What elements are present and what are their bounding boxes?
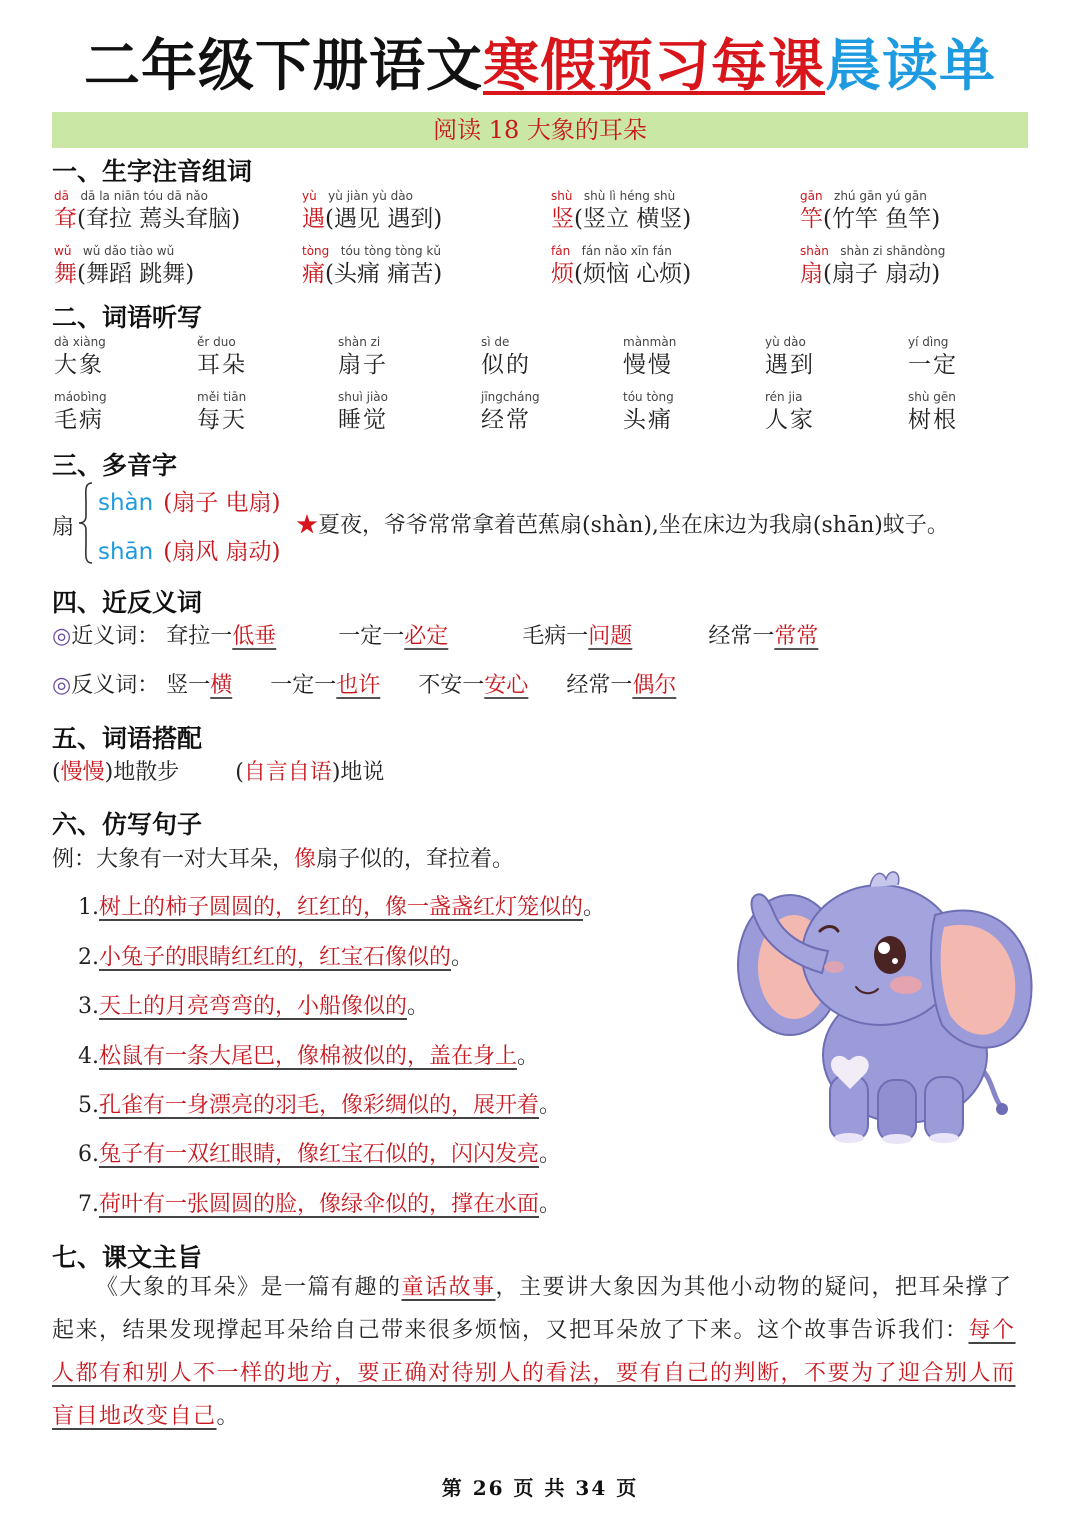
vocab-word: 每天: [197, 407, 247, 433]
title-part-1: 二年级下册语文: [84, 34, 483, 99]
pair-left: 经常一: [708, 624, 775, 649]
char-words: (竖立 横竖): [574, 206, 692, 232]
char: 竿: [800, 206, 823, 232]
char: 遇: [302, 206, 325, 232]
reading-1-pinyin: shàn: [98, 490, 154, 516]
vocab-item: [338, 334, 388, 380]
example-pre: 例：大象有一对大耳朵，: [52, 847, 295, 872]
sentence-end: 。: [517, 1044, 540, 1069]
char-entry: [551, 188, 691, 234]
vocab-pinyin: dà xiàng: [54, 335, 106, 349]
char-pinyin: shàn: [800, 244, 829, 258]
example-post: 扇子似的，耷拉着。: [316, 847, 515, 872]
synonyms-label: 近义词：: [71, 624, 160, 649]
char-pinyin: gān: [800, 189, 823, 203]
theme-highlight-1: 童话故事: [401, 1275, 496, 1300]
sentence-text: 松鼠有一条大尾巴，像棉被似的，盖在身上: [99, 1044, 518, 1069]
title-part-2: 寒假预习每课: [483, 34, 825, 99]
polyphone-char: 扇: [52, 515, 75, 540]
vocab-word: 毛病: [54, 407, 104, 433]
char-entry: [800, 243, 945, 289]
vocab-word: 遇到: [765, 352, 815, 378]
section-2-heading: 二、词语听写: [52, 303, 203, 332]
vocab-pinyin: měi tiān: [197, 390, 247, 404]
sentence-number: 7.: [78, 1192, 99, 1217]
theme-text-3: 。: [216, 1404, 241, 1429]
vocab-word: 耳朵: [197, 352, 247, 378]
vocab-item: [908, 389, 958, 435]
theme-text-2: ，主要讲大象因为其他小动物的疑问，把耳朵撑了起来，结果发现撑起耳朵给自己带来很多烦恼，又把耳朵放了下来。这个故事告诉我们：: [52, 1275, 1013, 1343]
word-pinyin: shàn zi shāndòng: [840, 244, 946, 258]
polyphone-example: [296, 508, 949, 539]
vocab-word: 经常: [481, 407, 531, 433]
word-pinyin: shù lì héng shù: [583, 189, 676, 203]
char: 痛: [302, 261, 325, 287]
pair-answer: 必定: [404, 624, 449, 649]
brace-icon: [78, 482, 94, 564]
vocab-item: [481, 389, 540, 435]
vocab-word: 大象: [54, 352, 104, 378]
char: 扇: [800, 261, 823, 287]
theme-highlight-2: 每个人都有和别人不一样的地方，要正确对待别人的看法，要有自己的判断，不要为了迎合别人而盲目地改变自己: [52, 1318, 1016, 1429]
section-4-heading: 四、近反义词: [52, 588, 203, 617]
sentence-end: 。: [583, 895, 606, 920]
star-icon: ★: [296, 513, 319, 538]
sentence-item: [78, 1137, 561, 1168]
sentence-text: 兔子有一双红眼睛，像红宝石似的，闪闪发亮: [99, 1142, 540, 1167]
polyphone-reading-1: [98, 484, 281, 517]
sentence-item: [78, 1187, 561, 1218]
synonyms-row: [52, 619, 818, 650]
vocab-pinyin: mànmàn: [623, 335, 677, 349]
sentence-item: [78, 1039, 539, 1070]
collocation-tail-1: )地散步: [104, 760, 180, 785]
sentence-number: 5.: [78, 1093, 99, 1118]
reading-2-pinyin: shān: [98, 539, 154, 565]
elephant-illustration: [730, 855, 1040, 1155]
word-pinyin: dā la niān tóu dā nǎo: [80, 189, 208, 203]
word-pinyin: yù jiàn yù dào: [328, 189, 413, 203]
title-part-3: 晨读单: [825, 34, 996, 99]
char-entry: [54, 188, 240, 234]
vocab-item: [481, 334, 531, 380]
vocab-word: 一定: [908, 352, 958, 378]
char: 舞: [54, 261, 77, 287]
sentence-end: 。: [539, 1192, 562, 1217]
vocab-item: [197, 334, 247, 380]
pair-left: 耷拉一: [166, 624, 233, 649]
char-pinyin: shù: [551, 189, 573, 203]
char: 竖: [551, 206, 574, 232]
vocab-item: [765, 389, 815, 435]
sentence-number: 2.: [78, 945, 99, 970]
vocab-pinyin: sì de: [481, 335, 510, 349]
vocab-item: [765, 334, 815, 380]
reading-2-words: (扇风 扇动): [163, 539, 281, 565]
char-words: (竹竿 鱼竿): [823, 206, 941, 232]
char-words: (遇见 遇到): [325, 206, 443, 232]
vocab-pinyin: shuì jiào: [338, 390, 388, 404]
char-pinyin: fán: [551, 244, 571, 258]
char-words: (扇子 扇动): [823, 261, 941, 287]
page-footer: 第 26 页 共 34 页: [441, 1476, 639, 1500]
char-words: (头痛 痛苦): [325, 261, 443, 287]
vocab-item: [54, 334, 106, 380]
vocab-item: [623, 334, 676, 380]
sentence-text: 天上的月亮弯弯的，小船像似的: [99, 994, 408, 1019]
pair-left: 不安一: [418, 673, 485, 698]
pair-answer: 也许: [336, 673, 381, 698]
polyphone-reading-2: [98, 533, 281, 566]
vocab-pinyin: yù dào: [765, 335, 806, 349]
pair-left: 毛病一: [522, 624, 589, 649]
pair-left: 竖一: [166, 673, 211, 698]
lesson-banner: 阅读 18 大象的耳朵: [52, 112, 1028, 148]
char-pinyin: tòng: [302, 244, 330, 258]
example-key-char: 像: [294, 847, 317, 872]
sentence-item: [78, 1088, 561, 1119]
theme-paragraph: [52, 1266, 1032, 1438]
vocab-item: [197, 389, 247, 435]
reading-1-words: (扇子 电扇): [163, 490, 281, 516]
section-3-heading: 三、多音字: [52, 451, 178, 480]
char-pinyin: yù: [302, 189, 317, 203]
char-words: (烦恼 心烦): [574, 261, 692, 287]
circle-bullet-icon: ◎: [52, 624, 72, 649]
collocation-answer-1: 慢慢: [60, 760, 105, 785]
example-sentence: 夏夜，爷爷常常拿着芭蕉扇(shàn),坐在床边为我扇(shān)蚊子。: [318, 513, 949, 538]
char-pinyin: dā: [54, 189, 69, 203]
section-5-heading: 五、词语搭配: [52, 724, 203, 753]
vocab-item: [338, 389, 388, 435]
vocab-item: [54, 389, 107, 435]
vocab-pinyin: rén jia: [765, 390, 803, 404]
pair-answer: 常常: [774, 624, 819, 649]
vocab-pinyin: tóu tòng: [623, 390, 674, 404]
section-1-heading: 一、生字注音组词: [52, 157, 253, 186]
sentence-number: 1.: [78, 895, 99, 920]
char: 烦: [551, 261, 574, 287]
vocab-word: 树根: [908, 407, 958, 433]
sentence-end: 。: [407, 994, 430, 1019]
section-6-heading: 六、仿写句子: [52, 810, 203, 839]
sentence-end: 。: [451, 945, 474, 970]
char-entry: [302, 243, 442, 289]
pair-answer: 安心: [484, 673, 529, 698]
char-entry: [302, 188, 442, 234]
antonyms-row: [52, 668, 676, 699]
circle-bullet-icon: ◎: [52, 673, 72, 698]
section-7-heading: 七、课文主旨: [52, 1243, 203, 1272]
sentence-item: [78, 940, 473, 971]
collocation-row: [52, 755, 384, 786]
pair-answer: 低垂: [232, 624, 277, 649]
char-words: (耷拉 蔫头耷脑): [77, 206, 241, 232]
pair-answer: 横: [210, 673, 233, 698]
sentence-item: [78, 890, 605, 921]
vocab-pinyin: máobìng: [54, 390, 107, 404]
sentence-number: 3.: [78, 994, 99, 1019]
char-words: (舞蹈 跳舞): [77, 261, 195, 287]
paren: (: [52, 760, 61, 785]
vocab-word: 慢慢: [623, 352, 673, 378]
word-pinyin: tóu tòng tòng kǔ: [340, 244, 441, 258]
collocation-tail-2: )地说: [331, 760, 385, 785]
sentence-end: 。: [539, 1093, 562, 1118]
sentence-text: 树上的柿子圆圆的，红红的，像一盏盏红灯笼似的: [99, 895, 584, 920]
pair-left: 经常一: [566, 673, 633, 698]
sentence-text: 孔雀有一身漂亮的羽毛，像彩绸似的，展开着: [99, 1093, 540, 1118]
vocab-word: 人家: [765, 407, 815, 433]
vocab-item: [623, 389, 674, 435]
vocab-pinyin: ěr duo: [197, 335, 236, 349]
vocab-pinyin: shàn zi: [338, 335, 381, 349]
sentence-end: 。: [539, 1142, 562, 1167]
vocab-word: 睡觉: [338, 407, 388, 433]
paren: (: [235, 760, 244, 785]
pair-answer: 偶尔: [632, 673, 677, 698]
example-row: [52, 842, 514, 873]
pair-left: 一定一: [270, 673, 337, 698]
vocab-item: [908, 334, 958, 380]
char-entry: [800, 188, 940, 234]
char-entry: [551, 243, 691, 289]
vocab-pinyin: jīngcháng: [481, 390, 540, 404]
char-entry: [54, 243, 194, 289]
char-pinyin: wǔ: [54, 244, 72, 258]
sentence-text: 荷叶有一张圆圆的脸，像绿伞似的，撑在水面: [99, 1192, 540, 1217]
vocab-word: 头痛: [623, 407, 673, 433]
sentence-text: 小兔子的眼睛红红的，红宝石像似的: [99, 945, 452, 970]
vocab-word: 扇子: [338, 352, 388, 378]
vocab-pinyin: yí dìng: [908, 335, 949, 349]
page-title: [0, 22, 1080, 102]
sentence-number: 6.: [78, 1142, 99, 1167]
sentence-item: [78, 989, 429, 1020]
collocation-answer-2: 自言自语: [243, 760, 332, 785]
pair-answer: 问题: [588, 624, 633, 649]
pair-left: 一定一: [338, 624, 405, 649]
sentence-number: 4.: [78, 1044, 99, 1069]
theme-text-1: 《大象的耳朵》是一篇有趣的: [96, 1275, 402, 1300]
word-pinyin: wǔ dǎo tiào wǔ: [82, 244, 175, 258]
word-pinyin: fán nǎo xīn fán: [581, 244, 672, 258]
vocab-pinyin: shù gēn: [908, 390, 956, 404]
char: 耷: [54, 206, 77, 232]
antonyms-label: 反义词：: [71, 673, 160, 698]
vocab-word: 似的: [481, 352, 531, 378]
word-pinyin: zhú gān yú gān: [834, 189, 927, 203]
